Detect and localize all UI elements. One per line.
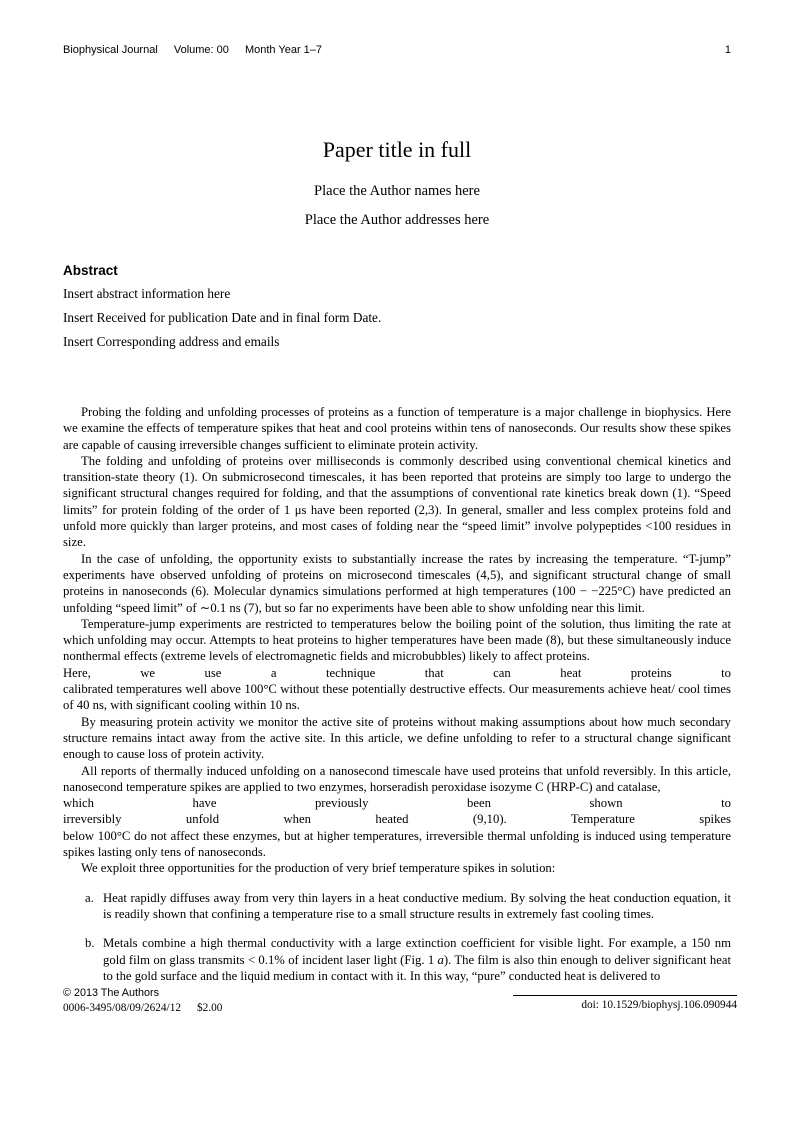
list-item-b-text-post: ). The film is also thin enough to deliver significant heat to the gold surface and the liquid medium in contact with it. In this way, “pure” conducted heat is delivered to [103, 952, 731, 983]
header-left [63, 44, 335, 56]
issue-pages: Month Year 1–7 [244, 44, 323, 56]
issn-line [63, 1002, 222, 1014]
list-item-b [63, 935, 731, 984]
paragraph-1: Probing the folding and unfolding processes of proteins as a function of temperature is a major challenge in biophysics. Here we examine the effects of temperature spikes that heat and cool proteins within tens of nanoseconds. Our results show these spikes are capable of causing irreversible changes sufficient to eliminate protein activity. [63, 405, 731, 452]
author-addresses: Place the Author addresses here [304, 212, 490, 228]
abstract-section [63, 263, 731, 358]
journal-name: Biophysical Journal [63, 44, 158, 56]
copyright-line: © 2013 The Authors [63, 987, 159, 999]
list-item-a [63, 890, 731, 923]
paragraph-2: The folding and unfolding of proteins over milliseconds is commonly described using conventional chemical kinetics and transition-state theory (1). On submicrosecond timescales, it has been reported that proteins are simply too large to undergo the significant structural changes required for folding, and that the assumptions of conventional rate kinetics break down (1). “Speed limits” for protein folding of the order of 1 μs have been reported (2,3). In general, smaller and less complex proteins fold and unfold more quickly than larger proteins, and most cases of folding near the “speed limit” involve polypeptides <100 residues in size. [63, 453, 731, 550]
paper-title: Paper title in full [322, 137, 472, 162]
doi-line: doi: 10.1529/biophysj.106.090944 [513, 995, 737, 1011]
stretched-line: irreversibly unfold when heated (9,10). Temperature spikes [63, 812, 731, 827]
paragraph-5: By measuring protein activity we monitor the active site of proteins without making assumptions about how much secondary structure remains intact away from the active site. In this article, we define unfolding to refer to a structural change significant enough to cause loss of protein activity. [63, 714, 731, 762]
paragraph-4-text: Temperature-jump experiments are restricted to temperatures below the boiling point of the solution, thus limiting the rate at which unfolding may occur. Attempts to heat proteins to higher temperatures have been made (8), but these simultaneously induce nonthermal effects (extreme levels of electromagnetic fields and microbubbles) likely to affect proteins. [63, 616, 731, 664]
price: $2.00 [197, 1002, 223, 1014]
abstract-line: Insert abstract information here [63, 286, 231, 301]
issn-number: 0006-3495/08/09/2624/12 [63, 1002, 181, 1014]
volume-label: Volume: 00 [173, 44, 229, 56]
list-item-a-label: a. [85, 890, 94, 905]
paragraph-4 [63, 616, 731, 714]
enumerated-list [63, 890, 731, 984]
paragraph-6-text: All reports of thermally induced unfolding on a nanosecond timescale have used proteins that unfold reversibly. In this article, nanosecond temperature spikes are applied to two enzymes, horseradish peroxidase isozyme C (HRP-C) and catalase, [63, 763, 731, 794]
corresponding-address-line: Insert Corresponding address and emails [63, 334, 280, 349]
received-date-line: Insert Received for publication Date and in final form Date. [63, 310, 382, 325]
list-item-b-text-pre: Metals combine a high thermal conductivity with a large extinction coefficient for visible light. For example, a 150 nm gold film on glass transmits < 0.1% of incident laser light (Fig. 1 [103, 936, 731, 967]
list-item-b-label: b. [85, 936, 95, 951]
paragraph-4-text: calibrated temperatures well above 100°C without these potentially destructive effects. Our measurements achieve heat/ cool times of 40 ns, with significant cooling within 10 ns. [63, 682, 731, 713]
stretched-line: which have previously been shown to [63, 796, 731, 811]
author-names: Place the Author names here [314, 183, 480, 199]
abstract-heading: Abstract [63, 263, 118, 278]
body-text [63, 404, 731, 984]
title-block [0, 137, 794, 229]
paragraph-6 [63, 763, 731, 861]
figure-reference-letter: a [437, 952, 444, 967]
running-header [63, 44, 731, 56]
list-intro-line: We exploit three opportunities for the production of very brief temperature spikes in solution: [81, 861, 556, 876]
paragraph-3: In the case of unfolding, the opportunity exists to substantially increase the rates by increasing the temperature. “T-jump” experiments have observed unfolding of proteins on microsecond timescales (4,5), and significant structural change of small proteins in nanoseconds (6). Molecular dynamics simulations performed at high temperatures (100 − −225°C) have predicted an unfolding “speed limit” of ∼0.1 ns (7), but so far no experiments have been able to show unfolding near this limit. [63, 551, 731, 615]
paragraph-6-text: below 100°C do not affect these enzymes, but at higher temperatures, irreversible thermal unfolding is induced using temperature spikes lasting only tens of nanoseconds. [63, 828, 731, 860]
footer-left [63, 987, 222, 1014]
page-number: 1 [724, 44, 731, 56]
stretched-line: Here, we use a technique that can heat proteins to [63, 665, 731, 680]
list-item-b-text [103, 935, 731, 984]
list-item-a-text: Heat rapidly diffuses away from very thin layers in a heat conductive medium. By solving the heat conduction equation, it is readily shown that confining a temperature rise to a small structure results in extremely fast cooling times. [103, 890, 731, 921]
